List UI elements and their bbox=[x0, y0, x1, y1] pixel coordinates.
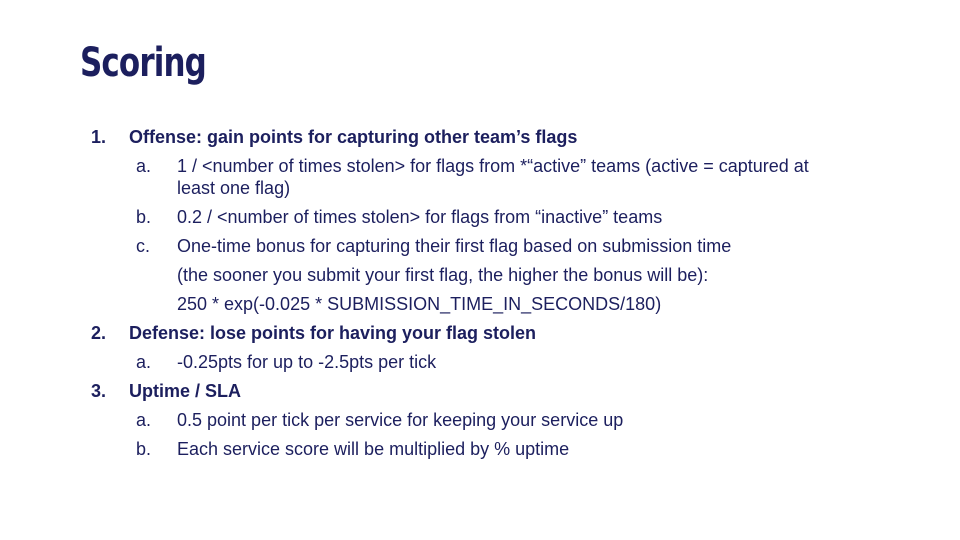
list-marker: 2. bbox=[91, 323, 107, 343]
list-marker: 1. bbox=[91, 127, 107, 147]
list-item-heading: Uptime / SLA bbox=[129, 381, 242, 401]
sublist-line: (the sooner you submit your first flag, the higher the bonus will be): bbox=[177, 265, 709, 285]
list-item-heading: Offense: gain points for capturing other team’s flags bbox=[129, 127, 578, 147]
list-item-heading: Defense: lose points for having your flag stolen bbox=[129, 323, 537, 343]
sublist-line: 0.5 point per tick per service for keeping your service up bbox=[177, 410, 624, 430]
sublist-marker: b. bbox=[136, 207, 152, 227]
sublist-marker: b. bbox=[136, 439, 152, 459]
sublist-line: -0.25pts for up to -2.5pts per tick bbox=[177, 352, 437, 372]
sublist-line: least one flag) bbox=[177, 178, 291, 198]
sublist-marker: a. bbox=[136, 352, 152, 372]
slide-title: Scoring bbox=[80, 40, 206, 86]
sublist-line: 1 / <number of times stolen> for flags from *“active” teams (active = captured at bbox=[177, 156, 809, 176]
list-marker: 3. bbox=[91, 381, 107, 401]
sublist-line: One-time bonus for capturing their first flag based on submission time bbox=[177, 236, 732, 256]
sublist-marker: a. bbox=[136, 410, 152, 430]
sublist-marker: a. bbox=[136, 156, 152, 176]
sublist-line: 0.2 / <number of times stolen> for flags from “inactive” teams bbox=[177, 207, 663, 227]
sublist-line: Each service score will be multiplied by % uptime bbox=[177, 439, 570, 459]
sublist-marker: c. bbox=[136, 236, 151, 256]
sublist-line: 250 * exp(-0.025 * SUBMISSION_TIME_IN_SECONDS/180) bbox=[177, 294, 662, 314]
